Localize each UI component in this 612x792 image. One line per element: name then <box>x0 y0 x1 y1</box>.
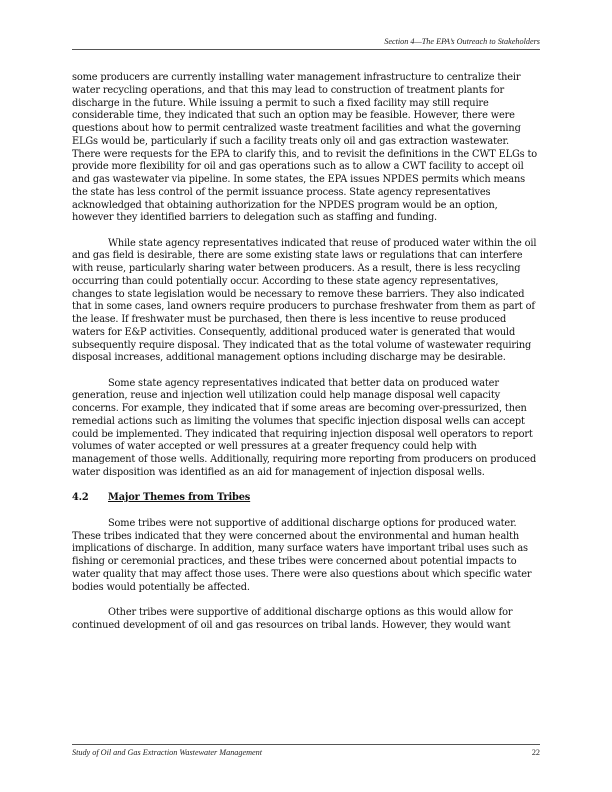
body-paragraph: Some state agency representatives indicated that better data on produced water generation, reuse and injection well utilization could help manage disposal well capacity concerns. For example, they indicated that if some areas are becoming over-pressurized, then remedial actions such as limiting the volumes that specific injection disposal wells can accept could be implemented. They indicated that requiring injection disposal well operators to report volumes of water accepted or well pressures at a greater frequency could help with management of those wells. Additionally, requiring more reporting from producers on produced water disposition was identified as an aid for management of injection disposal wells. <box>72 377 537 478</box>
body-paragraph: While state agency representatives indicated that reuse of produced water within the oil and gas field is desirable, there are some existing state laws or regulations that can interfere with reuse, particularly sharing water between producers. As a result, there is less recycling occurring than could potentially occur. According to these state agency representatives, changes to state legislation would be necessary to remove these barriers. They also indicated that in some cases, land owners require producers to purchase freshwater from them as part of the lease. If freshwater must be purchased, then there is less incentive to reuse produced waters for E&P activities. Consequently, additional produced water is generated that would subsequently require disposal. They indicated that as the total volume of wastewater requiring disposal increases, additional management options including discharge may be desirable. <box>72 237 537 364</box>
page-number: 22 <box>531 748 540 757</box>
page-body <box>72 72 540 645</box>
section-number: 4.2 <box>72 492 89 503</box>
paragraphs-after-heading <box>72 518 540 633</box>
paragraphs-before-heading <box>72 72 540 480</box>
running-footer <box>72 744 540 757</box>
body-paragraph: some producers are currently installing water management infrastructure to centralize their water recycling operations, and that this may lead to construction of treatment plants for discharge in the future. While issuing a permit to such a fixed facility may still require considerable time, they indicated that such an option may be feasible. However, there were questions about how to permit centralized waste treatment facilities and what the governing ELGs would be, particularly if such a facility treats only oil and gas extraction wastewater. There were requests for the EPA to clarify this, and to revisit the definitions in the CWT ELGs to provide more flexibility for oil and gas operations such as to allow a CWT facility to accept oil and gas wastewater via pipeline. In some states, the EPA issues NPDES permits which means the state has less control of the permit issuance process. State agency representatives acknowledged that obtaining authorization for the NPDES program would be an option, however they identified barriers to delegation such as staffing and funding. <box>72 72 538 224</box>
body-paragraph: Some tribes were not supportive of additional discharge options for produced water. These tribes indicated that they were concerned about the environmental and human health implications of discharge. In addition, many surface waters have important tribal uses such as fishing or ceremonial practices, and these tribes were concerned about potential impacts to water quality that may affect those uses. There were also questions about which specific water bodies would potentially be affected. <box>72 517 532 593</box>
section-title: Section 4—The EPA’s Outreach to Stakeholders <box>384 37 540 46</box>
document-title: Study of Oil and Gas Extraction Wastewater Management <box>72 748 263 757</box>
section-heading <box>72 492 540 505</box>
section-heading-title: Major Themes from Tribes <box>108 492 251 503</box>
body-paragraph: Other tribes were supportive of additional discharge options as this would allow for continued development of oil and gas resources on tribal lands. However, they would want <box>72 606 513 631</box>
running-header <box>72 37 540 50</box>
